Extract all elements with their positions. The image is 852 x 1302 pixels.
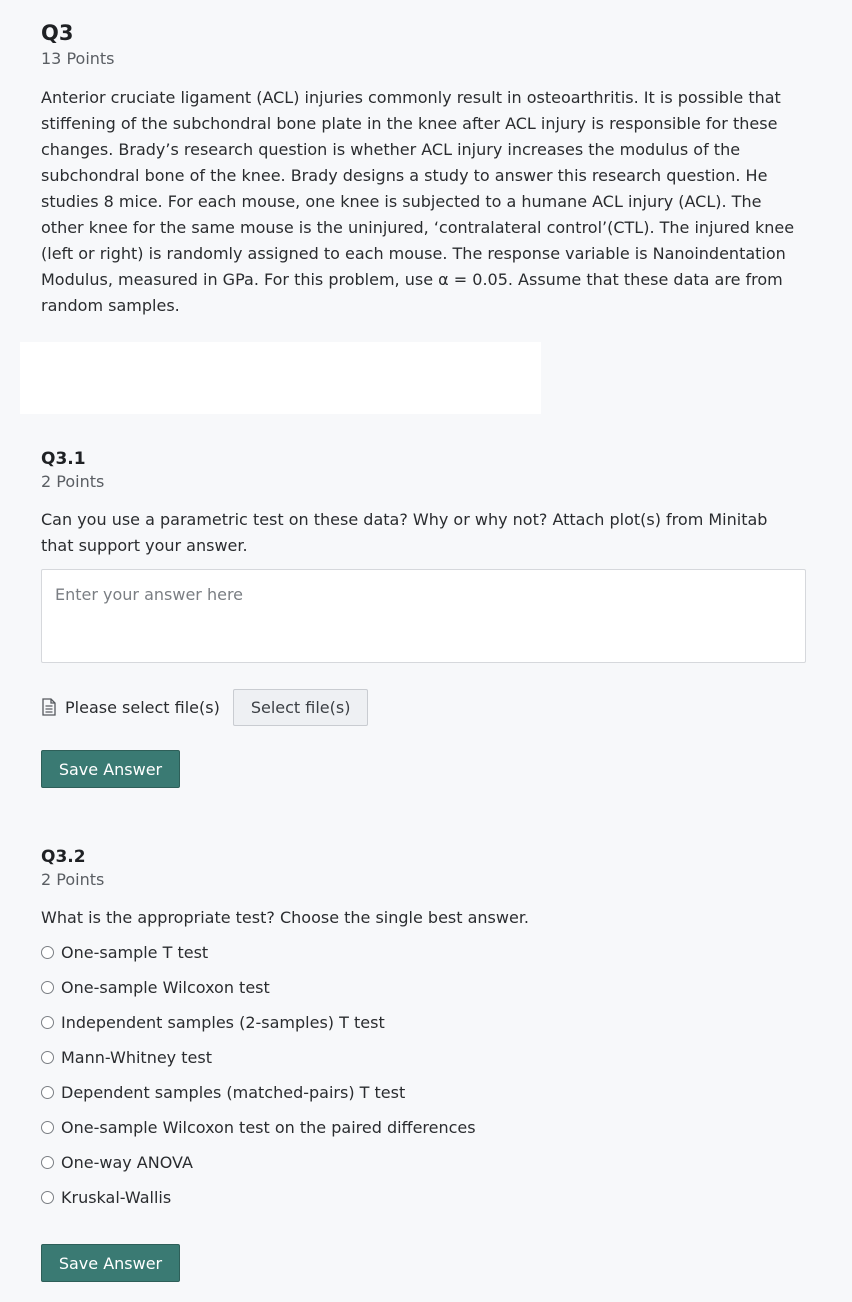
answer-option[interactable] <box>41 1186 171 1208</box>
save-answer-button[interactable]: Save Answer <box>41 1244 180 1282</box>
subquestion-prompt: Can you use a parametric test on these data? Why or why not? Attach plot(s) from Minitab that support your answer. <box>41 510 768 555</box>
question-points: 13 Points <box>41 49 115 68</box>
save-answer-button[interactable]: Save Answer <box>41 750 180 788</box>
option-label: One-way ANOVA <box>61 1152 193 1172</box>
answer-option[interactable] <box>41 1081 405 1103</box>
select-files-button[interactable]: Select file(s) <box>233 689 369 726</box>
subquestion-title: Q3.1 <box>41 449 86 469</box>
radio-button[interactable] <box>41 1016 54 1029</box>
option-label: One-sample Wilcoxon test <box>61 977 270 997</box>
radio-button[interactable] <box>41 1051 54 1064</box>
file-selection-status: Please select file(s) <box>65 697 220 717</box>
answer-option[interactable] <box>41 976 270 998</box>
file-upload-row <box>41 688 368 726</box>
answer-option[interactable] <box>41 1046 212 1068</box>
option-label: Mann-Whitney test <box>61 1047 212 1067</box>
radio-button[interactable] <box>41 1156 54 1169</box>
subquestion-points: 2 Points <box>41 870 105 889</box>
answer-option[interactable] <box>41 1011 385 1033</box>
question-prompt: Anterior cruciate ligament (ACL) injuries commonly result in osteoarthritis. It is possible that stiffening of the subchondral bone plate in the knee after ACL injury is responsible for these changes. Brady’s research question is whether ACL injury increases the modulus of the subchondral bone of the knee. Brady designs a study to answer this research question. He studies 8 mice. For each mouse, one knee is subjected to a humane ACL injury (ACL). The other knee for the same mouse is the uninjured, ‘contralateral control’(CTL). The injured knee (left or right) is randomly assigned to each mouse. The response variable is Nanoindentation Modulus, measured in GPa. For this problem, use α = 0.05. Assume that these data are from random samples. <box>41 88 795 315</box>
option-label: Independent samples (2-samples) T test <box>61 1012 385 1032</box>
option-label: Kruskal-Wallis <box>61 1187 172 1207</box>
option-label: One-sample T test <box>61 942 209 962</box>
subquestion-points: 2 Points <box>41 472 105 491</box>
question-title: Q3 <box>41 21 74 45</box>
subquestion-prompt: What is the appropriate test? Choose the single best answer. <box>41 908 530 927</box>
answer-option[interactable] <box>41 1151 193 1173</box>
file-icon <box>41 698 57 716</box>
answer-textbox[interactable] <box>41 569 806 663</box>
subquestion-title: Q3.2 <box>41 847 86 867</box>
option-label: Dependent samples (matched-pairs) T test <box>61 1082 406 1102</box>
radio-button[interactable] <box>41 1191 54 1204</box>
answer-option[interactable] <box>41 1116 476 1138</box>
radio-button[interactable] <box>41 981 54 994</box>
radio-button[interactable] <box>41 946 54 959</box>
answer-option[interactable] <box>41 941 208 963</box>
radio-button[interactable] <box>41 1121 54 1134</box>
option-label: One-sample Wilcoxon test on the paired differences <box>61 1117 476 1137</box>
blank-content-area <box>20 342 541 414</box>
answer-input[interactable] <box>42 570 805 662</box>
radio-button[interactable] <box>41 1086 54 1099</box>
